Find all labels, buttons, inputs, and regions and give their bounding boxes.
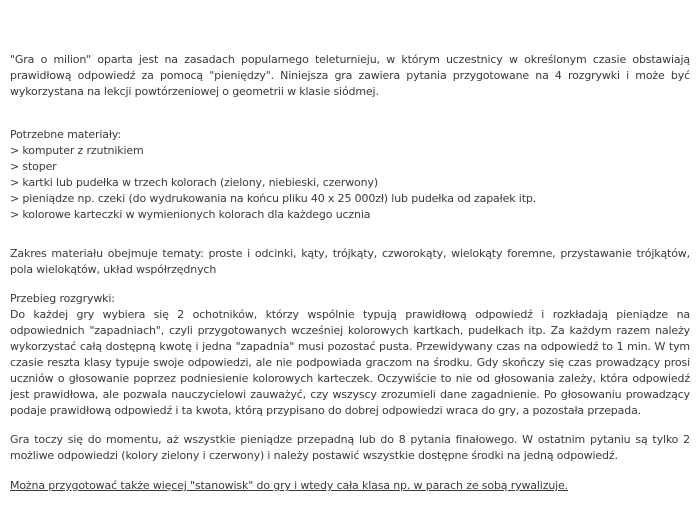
ending-paragraph: Gra toczy się do momentu, aż wszystkie pieniądze przepadną lub do 8 pytania finałowego. W ostatnim pytaniu są tylko 2 możliwe odpowiedzi (kolory zielony i czerwony) i należy postawić wszystkie dostępne środki na jedną odpowiedź. bbox=[10, 433, 690, 462]
note-paragraph: Można przygotować także więcej "stanowisk" do gry i wtedy cała klasa np. w parach ze sobą rywalizuje. bbox=[10, 479, 569, 492]
intro-paragraph: "Gra o milion" oparta jest na zasadach popularnego teleturnieju, w którym uczestnicy w określonym czasie obstawiają prawidłową odpowiedź za pomocą "pieniędzy". Niniejsza gra zawiera pytania przygotowane na 4 rozgrywki i może być wykorzystana na lekcji powtórzeniowej o geometrii w klasie siódmej. bbox=[10, 53, 690, 98]
gameplay-heading: Przebieg rozgrywki: bbox=[10, 292, 115, 305]
gameplay-section bbox=[10, 291, 690, 419]
materials-item: > komputer z rzutnikiem bbox=[10, 144, 144, 157]
materials-item: > kolorowe karteczki w wymienionych kolorach dla każdego ucznia bbox=[10, 208, 371, 221]
materials-item: > kartki lub pudełka w trzech kolorach (zielony, niebieski, czerwony) bbox=[10, 176, 378, 189]
materials-section bbox=[10, 127, 690, 223]
materials-list bbox=[10, 143, 690, 223]
materials-item: > pieniądze np. czeki (do wydrukowania na końcu pliku 40 x 25 000zł) lub pudełka od zapałek itp. bbox=[10, 192, 537, 205]
materials-heading: Potrzebne materiały: bbox=[10, 128, 121, 141]
scope-paragraph: Zakres materiału obejmuje tematy: proste i odcinki, kąty, trójkąty, czworokąty, wielokąty foremne, przystawanie trójkątów, pola wielokątów, układ współrzędnych bbox=[10, 247, 690, 276]
gameplay-paragraph: Do każdej gry wybiera się 2 ochotników, którzy wspólnie typują prawidłową odpowiedź i rozkładają pieniądze na odpowiednich "zapadniach", czyli przygotowanych wcześniej kolorowych kartkach, pudełkach itp. Za każdym razem należy wykorzystać całą dostępną kwotę i jedna "zapadnia" musi pozostać pusta. Przewidywany czas na odpowiedź to 1 min. W tym czasie reszta klasy typuje swoje odpowiedzi, ale nie podpowiada graczom na środku. Gdy skończy się czas prowadzący prosi uczniów o głosowanie poprzez podniesienie kolorowych karteczek. Oczywiście to nie od głosowania zależy, która odpowiedź jest prawidłowa, ale pozwala nauczycielowi zauważyć, czy wszyscy zrozumieli dane zagadnienie. Po głosowaniu prowadzący podaje prawidłową odpowiedź i ta kwota, którą przypisano do dobrej odpowiedzi wraca do gry, a pozostała przepada. bbox=[10, 308, 690, 417]
materials-item: > stoper bbox=[10, 160, 57, 173]
